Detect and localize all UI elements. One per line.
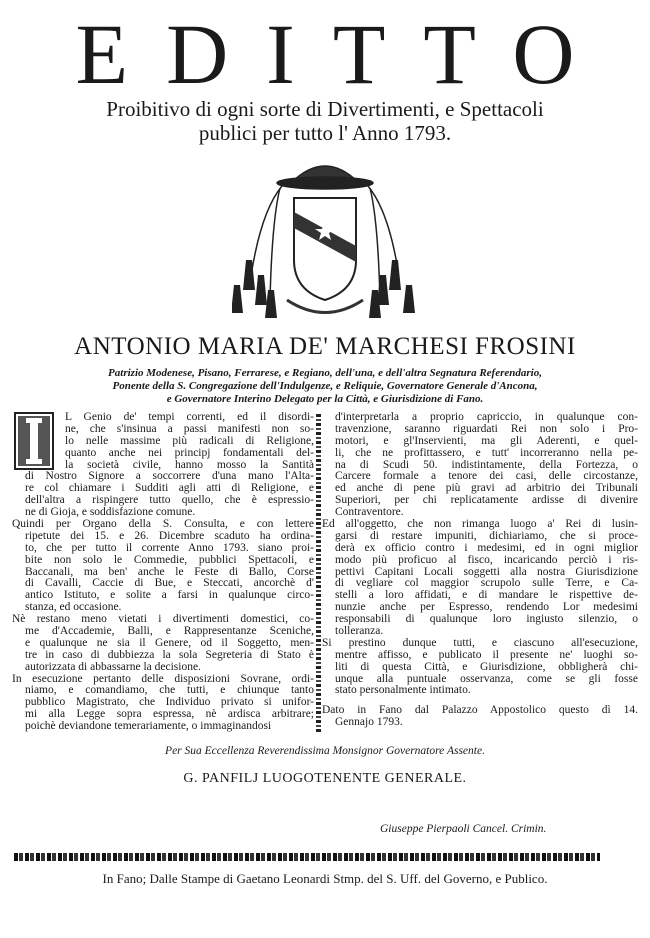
text-line: bite non solo le Commedie, pubblici Spettacoli, e — [25, 553, 314, 566]
text-line: la società civile, hanno mosso la Santità — [65, 458, 314, 471]
text-line: Gennajo 1793. — [335, 716, 403, 729]
text-line: Dato in Fano dal Palazzo Appostolico questo dì 14. — [322, 704, 638, 717]
left-text-column — [12, 412, 314, 733]
text-line: Nè restano meno vietati i divertimenti domestici, co- — [12, 613, 314, 626]
text-line: di vegliare col maggior scrupolo sulle Terre, e Ca- — [335, 577, 638, 590]
on-behalf-line: Per Sua Eccellenza Reverendissima Monsignor Governatore Assente. — [165, 745, 485, 757]
text-line: L Genio de' tempi correnti, ed il disordi- — [65, 411, 314, 423]
text-line: na di Scudi 50. indistintamente, della Fortezza, o — [335, 458, 638, 471]
text-line: niamo, e comandiamo, che tutti, e chiunque tanto — [25, 684, 314, 697]
text-line: e qualunque ne sia il Genere, od il Soggetto, men- — [25, 636, 314, 649]
text-line: derà ex officio contro i medesimi, ed in ogni miglior — [335, 541, 638, 554]
text-line: lo nelle massime più radicali di Religione, — [65, 434, 314, 447]
chancellor-signature: Giuseppe Pierpaoli Cancel. Crimin. — [380, 823, 547, 835]
text-line: ripetute dei 15. e 26. Dicembre scaduto ha ordina- — [25, 529, 314, 542]
printer-imprint: In Fano; Dalle Stampe di Gaetano Leonardi Stmp. del S. Uff. del Governo, e Publico. — [102, 871, 548, 886]
text-line: responsabili di qualunque loro ingiusto silenzio, o — [335, 613, 638, 626]
text-line: Superiori, per chi replicatamente ardisse di divenire — [335, 494, 638, 507]
text-line: poichè deviandone temerariamente, o immaginandosi — [25, 720, 272, 733]
column-divider-ornament — [316, 414, 321, 732]
text-line: quanto anche nei principj fondamentali del- — [65, 446, 314, 459]
edict-subtitle-line-2: publici per tutto l' Anno 1793. — [198, 121, 452, 145]
text-line: dell'altra a rispingere tutto quello, che è espressio- — [25, 494, 314, 507]
paragraph — [12, 674, 314, 733]
text-line: mentre affisso, e publicato il presente ne' luoghi so- — [335, 648, 638, 661]
text-line: Si prestino dunque tutti, e ciascuno all'esecuzione, — [322, 636, 638, 649]
text-line: nunzie anche per Espresso, rendendo Lor medesimi — [335, 601, 638, 614]
text-line: ed anche di pene più gravi ad arbitrio dei Tribunali — [335, 482, 638, 495]
text-line: di Cavalli, Caccie di Bue, e Steccati, ancorchè d' — [25, 577, 314, 590]
text-line: mi alla Legge sopra espressa, nè ardisca arbitrare; — [25, 708, 314, 721]
right-text-column — [322, 412, 638, 729]
issuer-name: ANTONIO MARIA DE' MARCHESI FROSINI — [74, 333, 576, 360]
paragraph — [322, 638, 638, 697]
text-line: ne di Gioja, e soddisfazione comune. — [25, 506, 196, 519]
paragraph — [12, 614, 314, 673]
text-line: liti di questa Città, e Giurisdizione, obbligherà chi- — [335, 660, 638, 673]
lieutenant-signature: G. PANFILJ LUOGOTENENTE GENERALE. — [183, 771, 467, 786]
paragraph — [322, 705, 638, 729]
edict-subtitle-line-1: Proibitivo di ogni sorte di Divertimenti, e Spettacoli — [106, 97, 544, 121]
text-line: autorizzata di abbassarne la decisione. — [25, 660, 201, 673]
text-line: stanza, ed occasione. — [25, 601, 122, 614]
text-line: Baccanali, ma ben' anche le Feste di Ballo, Corse — [25, 565, 314, 578]
text-line: to, che per tutto il corrente Anno 1793. siano proi- — [25, 541, 314, 554]
text-line: li, che ne profittassero, e tutt' incorreranno nella pe- — [335, 446, 638, 459]
ornamental-rule — [14, 853, 600, 861]
text-line: Ed all'oggetto, che non rimanga luogo a' Rei di lusin- — [322, 518, 638, 531]
text-line: unque alla puntuale osservanza, come se gli fosse — [335, 672, 638, 685]
text-line: pubblico Magistrato, che Individuo privato si unifor- — [25, 696, 314, 709]
text-line: tolleranza. — [335, 625, 384, 638]
text-line: garsi di restare impuniti, dichiariamo, che si proce- — [335, 529, 638, 542]
paragraph — [322, 519, 638, 638]
text-line: me d'Accademie, Balli, e Rappresentanze Sceniche, — [25, 625, 314, 638]
text-line: Quindi per Organo della S. Consulta, e con lettere — [12, 518, 314, 531]
text-line: d'interpretarla a proprio capriccio, in qualunque con- — [335, 411, 638, 423]
text-line: tre in caso di dubbiezza la sola Segreteria di Stato è — [25, 648, 314, 661]
text-line: stato personalmente intimato. — [335, 684, 471, 697]
text-line: modo più proficuo al fisco, incaricando perciò i ris- — [335, 553, 638, 566]
text-line: Carcere formale a tenore dei casi, delle circostanze, — [335, 470, 638, 483]
text-line: motori, e gl'Inservienti, ma gli Aderenti, e quel- — [335, 434, 638, 447]
text-line: Contraventore. — [335, 506, 404, 519]
text-line: In esecuzione pertanto delle disposizioni Sovrane, ordi- — [12, 672, 314, 685]
paragraph — [12, 412, 314, 519]
coat-of-arms-icon — [232, 150, 418, 330]
text-line: pettivi Capitani Locali soggetti alla nostra Giurisdizione — [335, 565, 638, 578]
issuer-title-line: e Governatore Interino Delegato per la Città, e Giurisdizione di Fano. — [166, 393, 484, 405]
issuer-title-line: Patrizio Modenese, Pisano, Ferrarese, e Regiano, dell'una, e dell'altra Segnatura Referendario, — [108, 367, 542, 379]
text-line: stelli a loro affidati, e di mandare le rispettive de- — [335, 589, 638, 602]
text-line: re col chiamare i Sudditi agli atti di Religione, e — [25, 482, 314, 495]
paragraph — [322, 412, 638, 519]
paragraph — [12, 519, 314, 614]
text-line: antico Istituto, e solite a farsi in qualunque circo- — [25, 589, 314, 602]
text-line: travenzione, saranno riguardati Rei non solo i Pro- — [335, 422, 638, 435]
text-line: ne, che s'insinua a passi manifesti non so- — [65, 422, 314, 435]
text-line: di Nostro Signore a soccorrere d'una mano l'Alta- — [25, 470, 314, 483]
edict-title: EDITTO — [75, 6, 613, 102]
issuer-title-line: Ponente della S. Congregazione dell'Indulgenze, e Reliquie, Governatore Generale d'Ancona, — [112, 380, 538, 392]
